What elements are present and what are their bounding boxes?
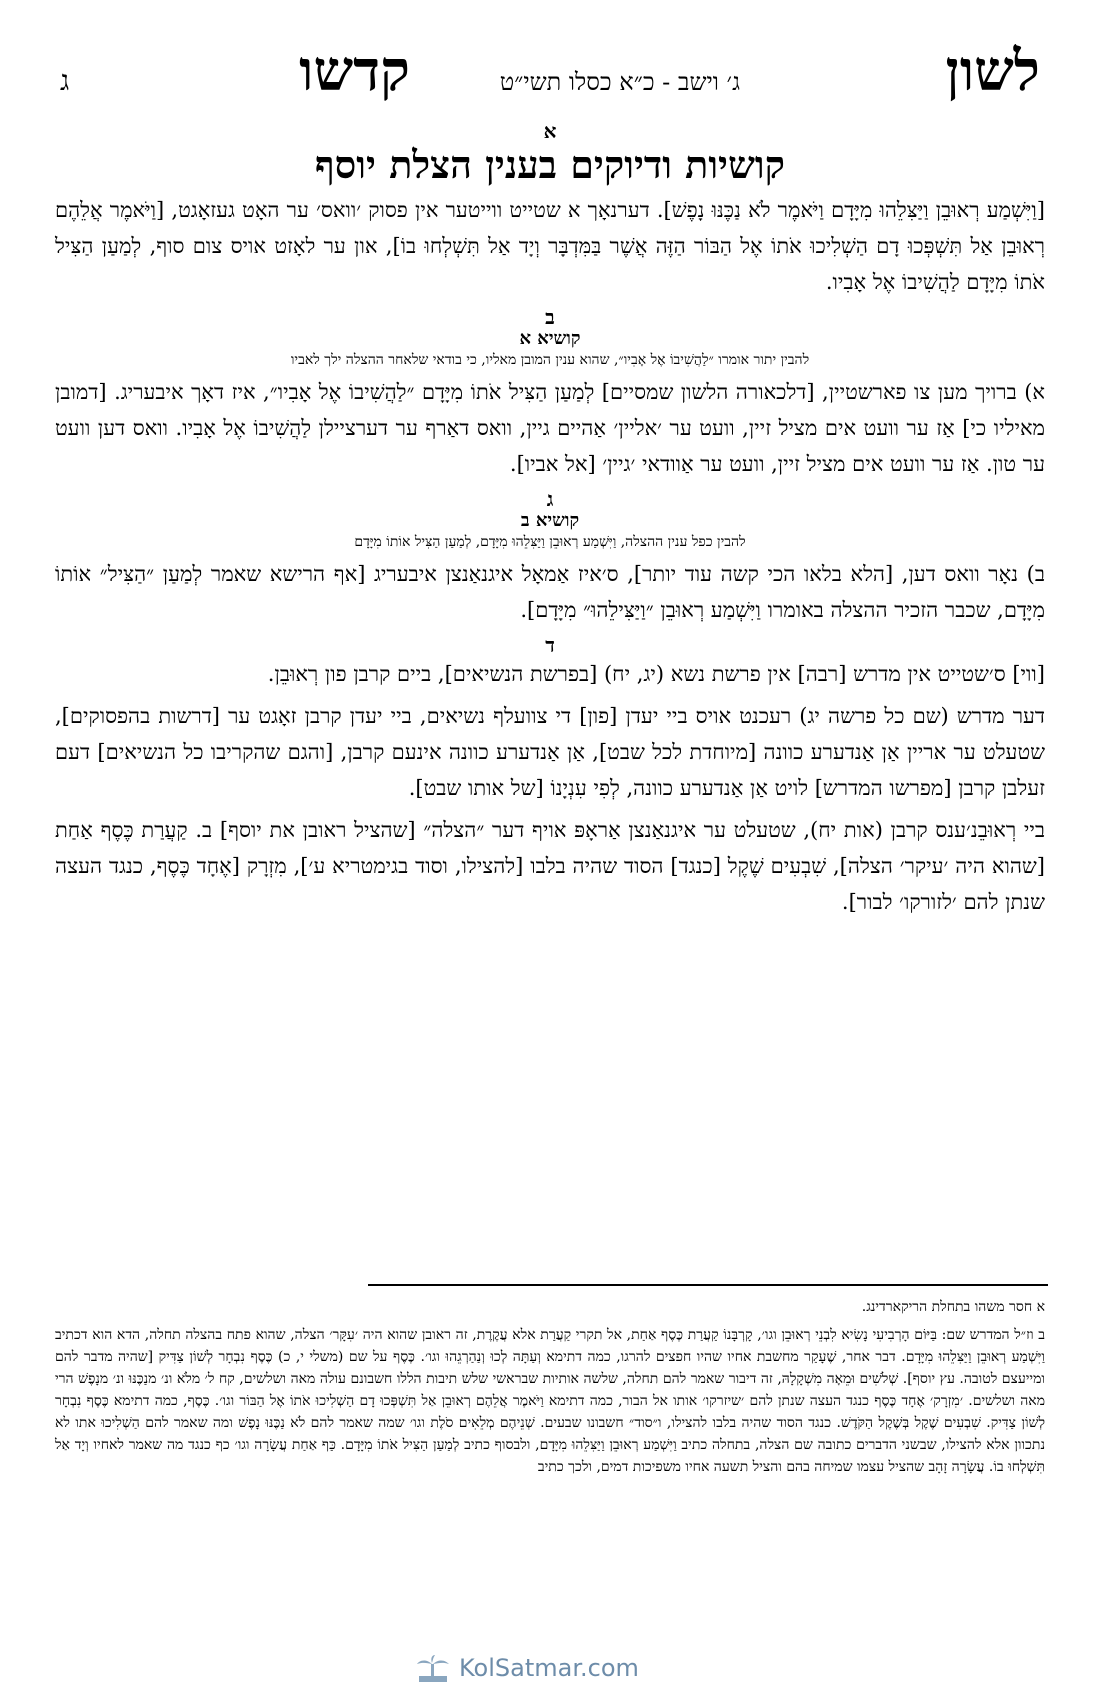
section-1 (55, 120, 1045, 300)
section-paragraph: ביי רְאוּבֵנ׳ענס קרבן (אות יח), שטעלט ער איגנאַנצן אַראָפּ אויף דער ״הצלה״ [שהציל ראובן את יוסף] ב. קַעֲרַת כֶּסֶף אַחַת [שהוא היה ׳עיקר׳ הצלה], שִׁבְעִים שֶׁקֶל [כנגד] הסוד שהיה בלבו [להצילו, וסוד בגימטריא ע׳], מִזְרָק [אֶחָד כֶּסֶף, כנגד העצה שנתן להם ׳לזורקו׳ לבור]. (55, 818, 1045, 914)
page-title: קושיות ודיוקים בענין הצלת יוסף (315, 142, 785, 187)
footnote-divider (368, 1284, 1048, 1286)
section-paragraph: דער מדרש (שם כל פרשה יג) רעכנט אויס ביי יעדן [פון] די צוועלף נשיאים, ביי יעדן קרבן זאָגט ער [דרשות בהפסוקים], שטעלט ער אריין אַן אַנדערע כוונה [מיוחדת לכל שבט], אַן אַנדערע כוונה אינעם קרבן, [והגם שהקריבו כל הנשיאים] דעם זעלבן קרבן [מפרשו המדרש] לויט אַן אַנדערע כוונה, לְפִי עִנְיָנוֹ [של אותו שבט]. (55, 704, 1045, 800)
question-heading: קושיא ב (520, 510, 580, 531)
main-body (55, 120, 1045, 926)
question-summary: להבין כפל ענין ההצלה, וַיִּשְׁמַע רְאוּבֵן וַיַּצִּלֵהוּ מִיָּדָם, לְמַעַן הַצִּיל אוֹתוֹ מִיָּדָם (354, 534, 746, 550)
page-number: ג (60, 64, 70, 97)
section-paragraph: א) ברויך מען צו פארשטיין, [דלכאורה הלשון שמסיים] לְמַעַן הַצִּיל אֹתוֹ מִיָּדָם ״לַהֲשִׁיבוֹ אֶל אָבִיו״, איז דאָך איבעריג. [דמובן מאיליו כי] אַז ער וועט אים מציל זיין, וועט ער ׳אליין׳ אַהיים גיין, וואס דאַרף ער דערציילן לַהֲשִׁיבוֹ אֶל אָבִיו. וואס דען וועט ער טון. אַז ער וועט אים מציל זיין, וועט ער אַוודאי ׳גיין׳ [אל אביו]. (55, 380, 1045, 476)
question-heading: קושיא א (519, 328, 581, 349)
header-brand-left: קדשו (299, 38, 410, 104)
section-paragraph: [ווי] ס׳שטייט אין מדרש [רבה] אין פרשת נשא (יג, יח) [בפרשת הנשיאים], ביים קרבן פון רְאוּבֵן. (267, 662, 1045, 686)
footnotes (55, 1296, 1045, 1484)
header-brand-right: לשון (945, 38, 1040, 104)
footnote: ב וז״ל המדרש שם: בַּיּוֹם הָרְבִיעִי נָשִׂיא לִבְנֵי רְאוּבֵן וגו׳, קָרְבָּנוֹ קַעֲרַת כֶּסֶף אַחַת, אל תקרי קַעֲרַת אלא עֲקֶרֶת, זה ראובן שהוא היה ׳עִקָּר׳ הצלה, שהוא פתח בהצלה תחלה, הדא הוא דכתיב וַיִּשְׁמַע רְאוּבֵן וַיַּצִּלֵהוּ מִיָּדָם. דבר אחר, שֶׁעָקַר מחשבת אחיו שהיו חפצים להרגו, כמה דתימא וְעַתָּה לְכוּ וְנַהַרְגֵהוּ וגו׳. כֶּסֶף על שם (משלי י, כ) כֶּסֶף נִבְחָר לְשׁוֹן צַדִּיק [שהיה מדבר להם ומייעצם לטובה. עץ יוסף]. שְׁלֹשִׁים וּמֵאָה מִשְׁקָלָהּ, זה דיבור שאמר להם תחלה, שלשה אותיות שבראשי שלש תיבות הללו חשבונם עולה מאה ושלשים, קח ל׳ מלֹא ונ׳ מנַכֶּנּוּ ונ׳ מנָפֶשׁ הרי מאה ושלשים. ׳מִזְרָק׳ אֶחָד כֶּסֶף כנגד העצה שנתן להם ׳שיזרקו׳ אותו אל הבור, כמה דתימא וַיֹּאמֶר אֲלֵהֶם רְאוּבֵן אַל תִּשְׁפְּכוּ דָם הַשְׁלִיכוּ אֹתוֹ אֶל הַבּוֹר וגו׳. כֶּסֶף, כמה דתימא כֶּסֶף נִבְחָר לְשׁוֹן צַדִּיק. שִׁבְעִים שֶׁקֶל בְּשֶׁקֶל הַקֹּדֶשׁ. כנגד הסוד שהיה בלבו להצילו, ו״סוד״ חשבונו שבעים. שְׁנֵיהֶם מְלֵאִים סֹלֶת וגו׳ שמה שאמר להם לֹא נַכֶּנּוּ נָפֶשׁ ומה שאמר להם הַשְׁלִיכוּ אתו לא נתכוון אלא להצילו, שבשני הדברים כתובה שם הצלה, בתחלה כתיב וַיִּשְׁמַע רְאוּבֵן וַיַּצִּלֵהוּ מִיָּדָם, ולבסוף כתיב לְמַעַן הַצִּיל אֹתוֹ מִיָּדָם. כַּף אַחַת עֲשָׂרָה וגו׳ כף כנגד מה שאמר לאחיו וְיָד אַל תִּשְׁלְחוּ בוֹ. עֲשָׂרָה זָהָב שהציל עצמו שמיחה בהם והציל תשעה אחיו משפיכות דמים, ולכך כתיב (55, 1327, 1045, 1475)
question-summary: להבין יתור אומרו ״לַהֲשִׁיבוֹ אֶל אָבִיו״, שהוא ענין המובן מאליו, כי בודאי שלאחר ההצלה ילך לאביו (290, 352, 810, 368)
section-4 (55, 634, 1045, 920)
section-3 (55, 488, 1045, 628)
footnote: א חסר משהו בתחלת הריקארדינג. (861, 1299, 1045, 1315)
palm-tree-book-icon (415, 1654, 451, 1684)
section-letter: ג (546, 487, 554, 511)
watermark-text: KolSatmar.com (459, 1654, 639, 1682)
header-dateline: ג׳ וישב - כ״א כסלו תשי״ט (499, 68, 740, 96)
page-header (60, 38, 1040, 108)
watermark (415, 1650, 675, 1690)
section-paragraph: ב) נאָר וואס דען, [הלא בלאו הכי קשה עוד יותר], ס׳איז אַמאָל איגנאַנצן איבעריג [אף הרישא שאמר לְמַעַן ״הַצִּיל״ אוֹתוֹ מִיָּדָם, שכבר הזכיר ההצלה באומרו וַיִּשְׁמַע רְאוּבֵן ״וַיַּצִּילֵהוּ״ מִיָּדָם]. (55, 562, 1045, 622)
section-paragraph: [וַיִּשְׁמַע רְאוּבֵן וַיַּצִּלֵהוּ מִיָּדָם וַיֹּאמֶר לֹא נַכֶּנּוּ נָפֶשׁ]. דערנאָך א שטייט ווייטער אין פסוק ׳וואס׳ ער האָט געזאָגט, [וַיֹּאמֶר אֲלֵהֶם רְאוּבֵן אַל תִּשְׁפְּכוּ דָם הַשְׁלִיכוּ אֹתוֹ אֶל הַבּוֹר הַזֶּה אֲשֶׁר בַּמִּדְבָּר וְיָד אַל תִּשְׁלְחוּ בוֹ], און ער לאָזט אויס צום סוף, לְמַעַן הַצִּיל אֹתוֹ מִיָּדָם לַהֲשִׁיבוֹ אֶל אָבִיו. (55, 198, 1045, 294)
section-letter: ב (545, 305, 555, 329)
section-2 (55, 306, 1045, 482)
section-letter: א (543, 119, 557, 143)
section-letter: ד (545, 633, 555, 657)
